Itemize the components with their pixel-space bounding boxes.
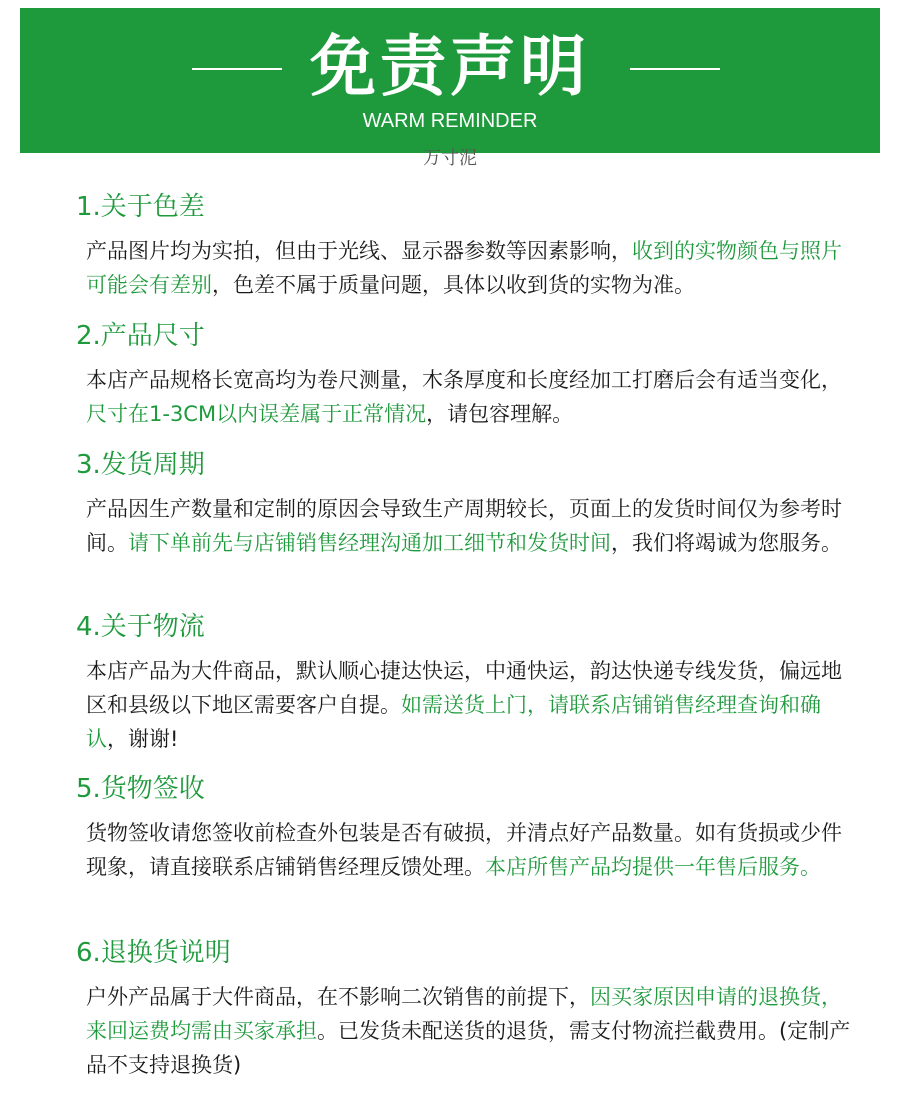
body-text: 本店产品规格长宽高均为卷尺测量，木条厚度和长度经加工打磨后会有适当变化，	[86, 368, 842, 392]
section-body	[86, 816, 854, 884]
body-highlight: 本店所售产品均提供一年售后服务。	[485, 855, 821, 879]
body-text: 产品因生产数量和定制的原因会导致生产周期较长，页面上的发货时间仅为参考时间。	[86, 497, 842, 555]
section-heading: 1.关于色差	[76, 192, 205, 222]
section-body	[86, 654, 854, 756]
body-highlight: 如需送货上门，请联系店铺销售经理查询和确认	[86, 693, 821, 751]
body-text: 产品图片均为实拍，但由于光线、显示器参数等因素影响，	[86, 239, 632, 263]
body-highlight: 尺寸在1-3CM以内误差属于正常情况	[86, 402, 427, 426]
disclaimer-banner	[20, 8, 880, 153]
section-heading: 5.货物签收	[76, 774, 205, 804]
body-text: ，请包容理解。	[426, 402, 574, 426]
body-text: ，谢谢!	[107, 727, 179, 751]
body-highlight: 收到的实物颜色与照片可能会有差别	[86, 239, 842, 297]
body-text: 。已发货未配送货的退货，需支付物流拦截费用。(定制产品不支持退换货)	[86, 1019, 851, 1077]
brand-name: 万寸泥	[423, 148, 477, 169]
banner-subtitle: WARM REMINDER	[362, 110, 538, 132]
body-highlight: 因买家原因申请的退换货，来回运费均需由买家承担	[86, 985, 842, 1043]
section-body	[86, 980, 854, 1082]
body-text: 货物签收请您签收前检查外包装是否有破损，并清点好产品数量。如有货损或少件现象，请直接联系店铺销售经理反馈处理。	[86, 821, 842, 879]
section-heading: 6.退换货说明	[76, 938, 231, 968]
body-highlight: 请下单前先与店铺销售经理沟通加工细节和发货时间	[128, 531, 611, 555]
section-body	[86, 234, 854, 302]
banner-title: 免责声明	[310, 28, 590, 105]
body-text: 户外产品属于大件商品，在不影响二次销售的前提下，	[86, 985, 590, 1009]
section-body	[86, 492, 854, 560]
section-heading: 4.关于物流	[76, 612, 205, 642]
section-body	[86, 363, 854, 431]
body-text: ，我们将竭诚为您服务。	[611, 531, 842, 555]
body-text: ，色差不属于质量问题，具体以收到货的实物为准。	[212, 273, 695, 297]
section-heading: 3.发货周期	[76, 450, 205, 480]
body-text: 本店产品为大件商品，默认顺心捷达快运，中通快运，韵达快递专线发货，偏远地区和县级以下地区需要客户自提。	[86, 659, 842, 717]
section-heading: 2.产品尺寸	[76, 321, 205, 351]
